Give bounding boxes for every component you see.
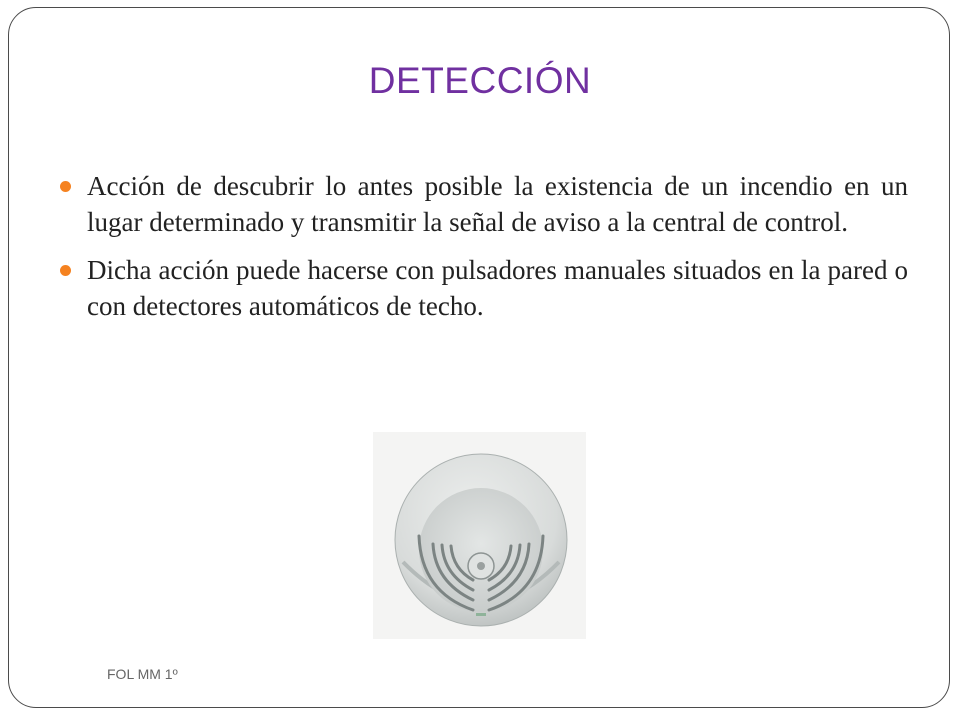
slide-title: DETECCIÓN: [368, 60, 592, 101]
bullet-list: [60, 168, 908, 336]
bullet-item: [60, 252, 908, 324]
bullet-item: [60, 168, 908, 240]
footer-text: FOL MM 1º: [107, 666, 178, 682]
smoke-detector-icon: [373, 432, 586, 639]
bullet-text: Dicha acción puede hacerse con pulsadores manuales situados en la pared o con detectores automáticos de techo.: [87, 255, 908, 321]
smoke-detector-image: [373, 432, 586, 639]
bullet-dot-icon: [60, 181, 71, 192]
bullet-dot-icon: [60, 265, 71, 276]
bullet-text: Acción de descubrir lo antes posible la existencia de un incendio en un lugar determinado y transmitir la señal de aviso a la central de control.: [87, 171, 908, 237]
